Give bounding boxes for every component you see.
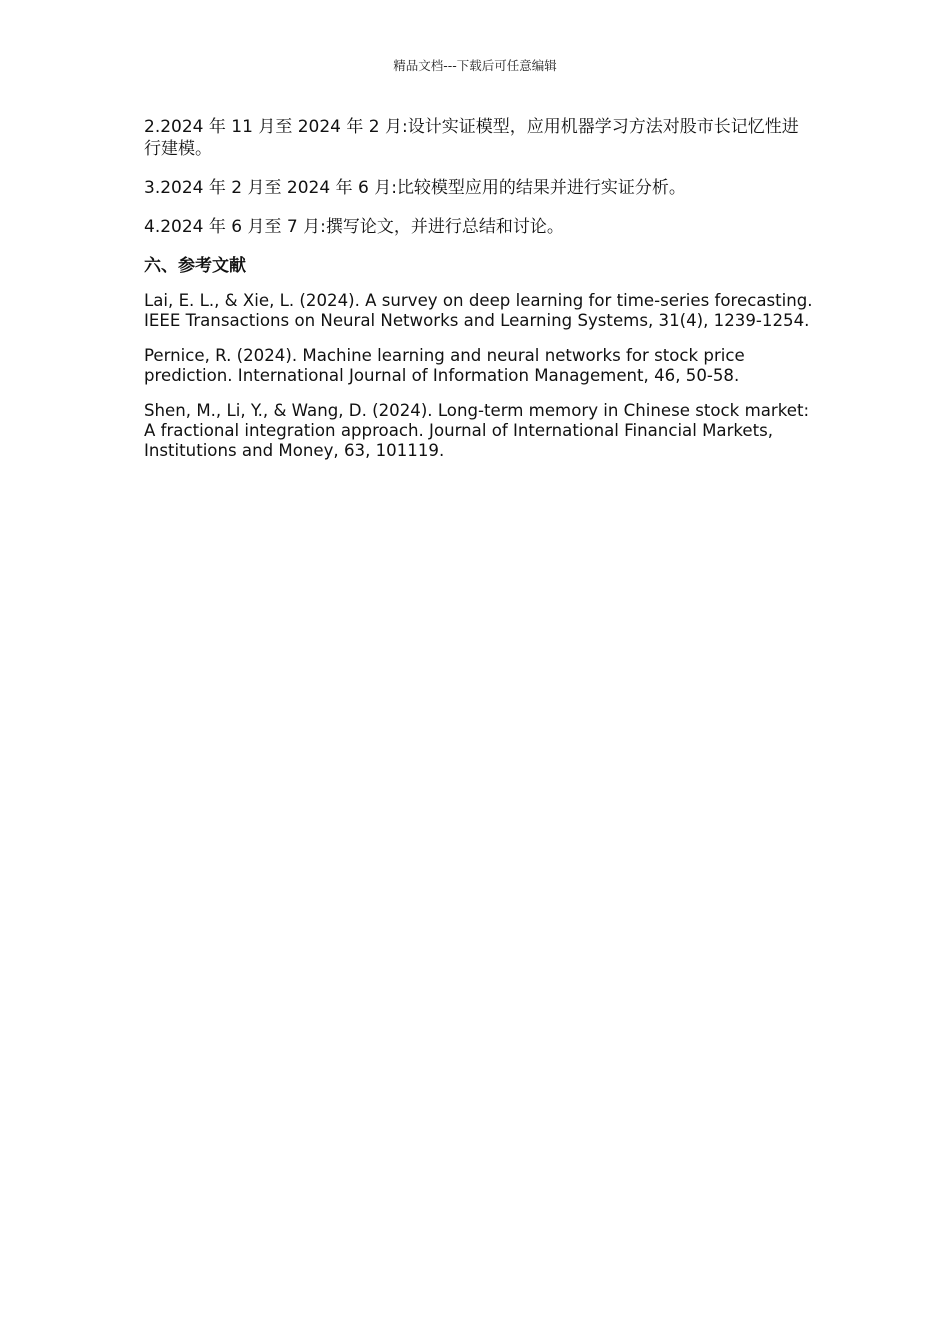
timeline-item-3: 3.2024 年 2 月至 2024 年 6 月:比较模型应用的结果并进行实证分析。 (144, 178, 686, 198)
reference-item: Lai, E. L., & Xie, L. (2024). A survey on deep learning for time-series forecasting. IEEE Transactions on Neural Networks and Learning Systems, 31(4), 1239-1254. (144, 291, 813, 331)
timeline-item-2: 2.2024 年 11 月至 2024 年 2 月:设计实证模型，应用机器学习方法对股市长记忆性进行建模。 (144, 117, 799, 159)
page-header: 精品文档---下载后可任意编辑 (393, 58, 557, 73)
reference-item: Pernice, R. (2024). Machine learning and neural networks for stock price prediction. International Journal of Information Management, 46, 50-58. (144, 345, 745, 386)
document-body (144, 116, 814, 476)
timeline-item-4: 4.2024 年 6 月至 7 月:撰写论文，并进行总结和讨论。 (144, 217, 564, 237)
reference-item: Shen, M., Li, Y., & Wang, D. (2024). Long-term memory in Chinese stock market: A fractional integration approach. Journal of International Financial Markets, Institutions and Money, 63, 101119. (144, 400, 810, 461)
references-heading: 六、参考文献 (144, 256, 246, 276)
